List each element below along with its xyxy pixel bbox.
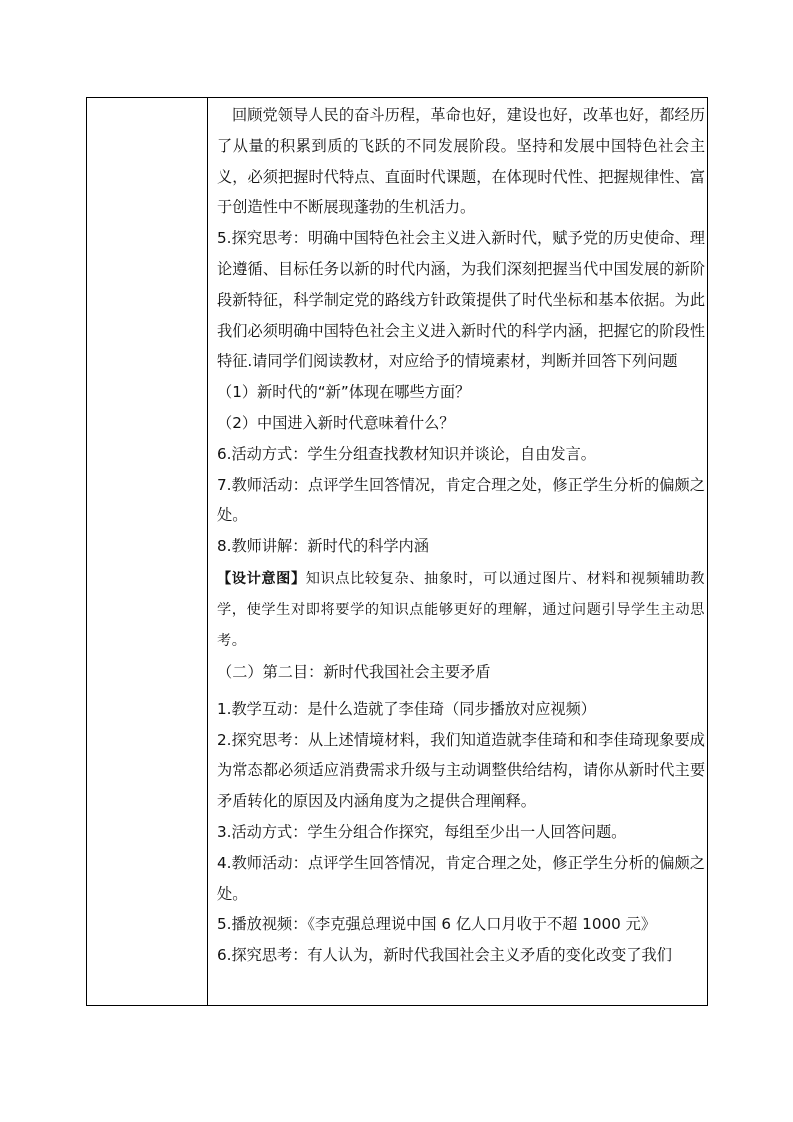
design-intent: [217, 564, 705, 657]
section-paragraph-2: 2.探究思考：从上述情境材料，我们知道造就李佳琦和和李佳琦现象要成为常态都必须适应消费需求升级与主动调整供给结构，请你从新时代主要矛盾转化的原因及内涵角度为之提供合理阐释。: [217, 730, 705, 811]
section-paragraph-1: 1.教学互动：是什么造就了李佳琦（同步播放对应视频）: [217, 699, 596, 718]
section-paragraph-5: 5.播放视频：《李克强总理说中国 6 亿人口月收于不超 1000 元》: [217, 915, 657, 934]
design-intent-text: 知识点比较复杂、抽象时，可以通过图片、材料和视频辅助教学，使学生对即将要学的知识点能够更好的理解，通过问题引导学生主动思考。: [217, 570, 705, 649]
section-paragraph-4: 4.教师活动：点评学生回答情况，肯定合理之处，修正学生分析的偏颇之处。: [217, 853, 705, 903]
teacher-activity-paragraph-7: 7.教师活动：点评学生回答情况，肯定合理之处，修正学生分析的偏颇之处。: [217, 475, 705, 525]
section-paragraph-3: 3.活动方式：学生分组合作探究，每组至少出一人回答问题。: [217, 822, 627, 841]
question-1: （1）新时代的“新”体现在哪些方面？: [217, 383, 471, 402]
section-paragraph-6: 6.探究思考：有人认为，新时代我国社会主义矛盾的变化改变了我们: [217, 946, 672, 965]
lesson-table: [86, 97, 708, 1006]
section-heading: （二）第二目：新时代我国社会主要矛盾: [217, 662, 491, 681]
question-2: （2）中国进入新时代意味着什么？: [217, 413, 455, 432]
left-column-cell: [87, 98, 207, 1005]
teacher-lecture-paragraph-8: 8.教师讲解：新时代的科学内涵: [217, 537, 429, 556]
column-divider: [207, 98, 208, 1005]
activity-paragraph-6: 6.活动方式：学生分组查找教材知识并谈论，自由发言。: [217, 444, 596, 463]
inquiry-paragraph-5: 5.探究思考：明确中国特色社会主义进入新时代，赋予党的历史使命、理论遵循、目标任务以新的时代内涵，为我们深刻把握当代中国发展的新阶段新特征，科学制定党的路线方针政策提供了时代坐标和基本依据。为此我们必须明确中国特色社会主义进入新时代的科学内涵，把握它的阶段性特征.请同学们阅读教材，对应给予的情境素材，判断并回答下列问题: [217, 229, 705, 371]
intro-paragraph: 回顾党领导人民的奋斗历程，革命也好，建设也好，改革也好，都经历了从量的积累到质的飞跃的不同发展阶段。坚持和发展中国特色社会主义，必须把握时代特点、直面时代课题，在体现时代性、把握规律性、富于创造性中不断展现蓬勃的生机活力。: [217, 106, 705, 217]
content-cell: [217, 100, 705, 1005]
design-intent-label: 【设计意图】: [217, 570, 306, 587]
